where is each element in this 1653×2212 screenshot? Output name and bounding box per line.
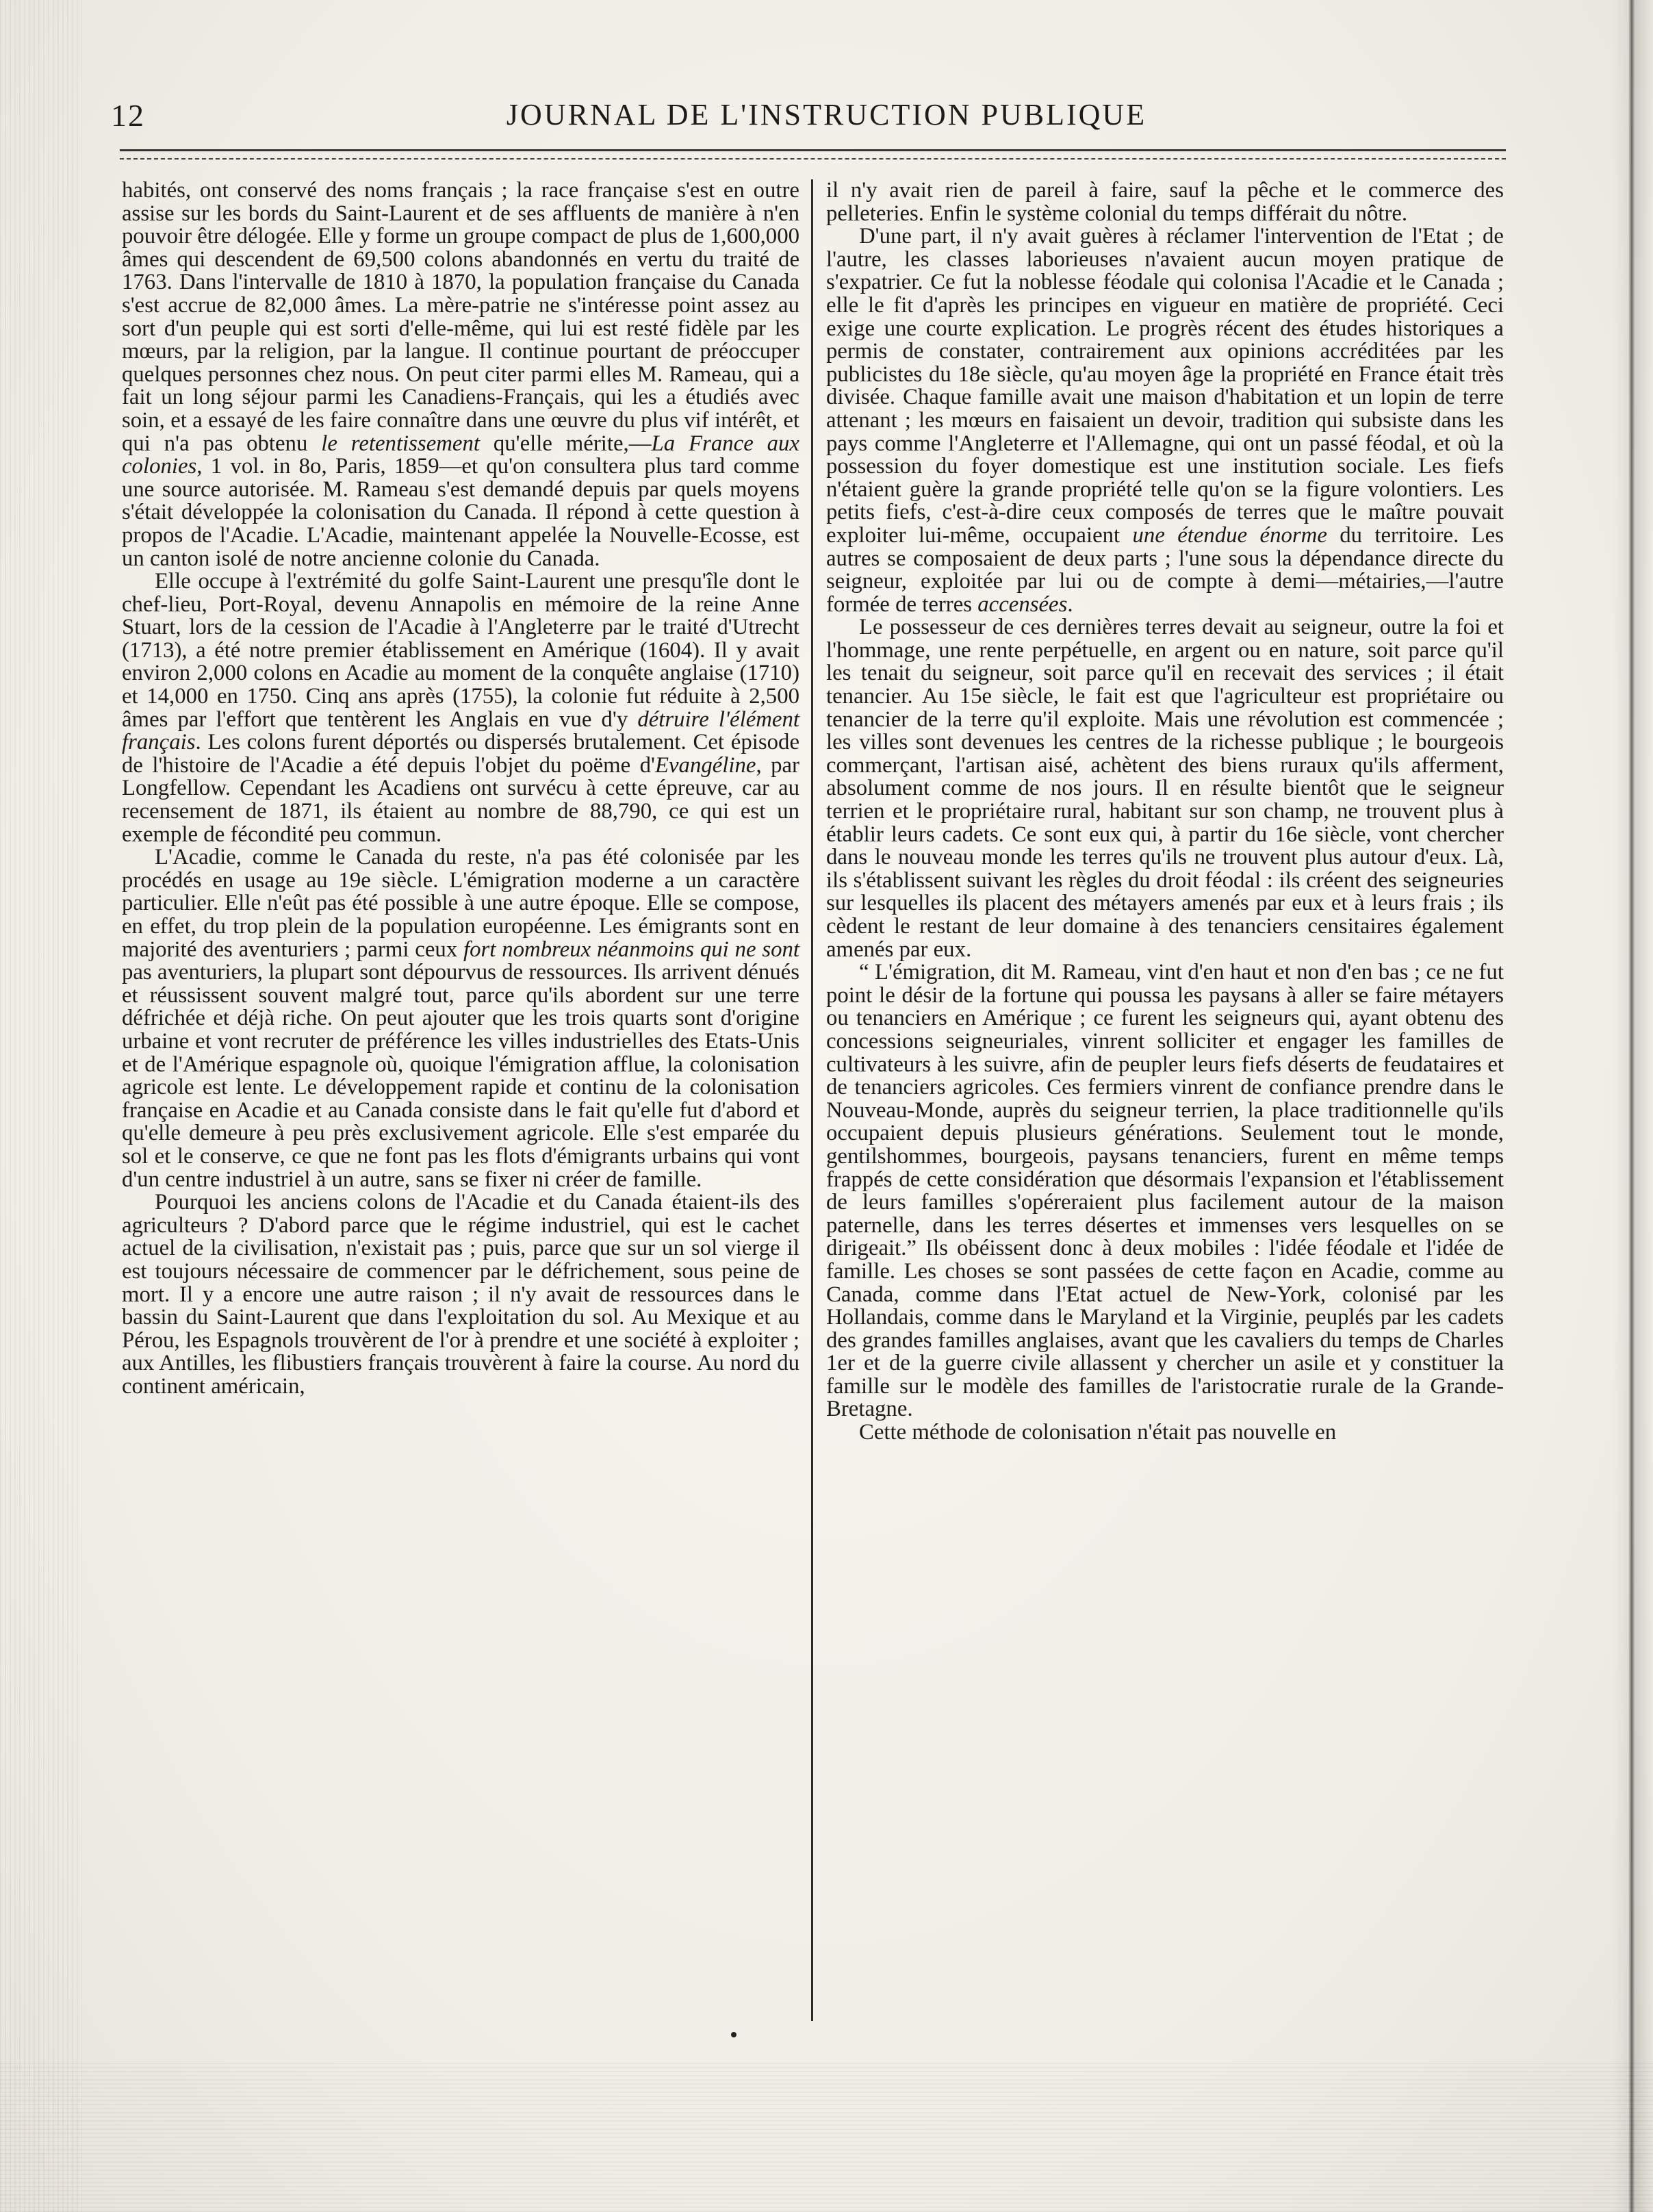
right-column (826, 179, 1504, 1445)
column-divider (811, 179, 813, 2021)
ink-dot (731, 2032, 736, 2037)
header-rule (120, 149, 1506, 160)
paragraph: D'une part, il n'y avait guères à réclamer l'intervention de l'Etat ; de l'autre, les classes laborieuses n'avaient aucun moyen pratique de s'expatrier. Ce fut la noblesse féodale qui colonisa l'Acadie et le Canada ; elle le fit d'après les principes en vigueur en matière de propriété. Ceci exige une courte explication. Le progrès récent des études historiques a permis de constater, contrairement aux opinions accréditées par les publicistes du 18e siècle, qu'au moyen âge la propriété en France était très divisée. Chaque famille avait une maison d'habitation et un lopin de terre attenant ; les mœurs en faisaient un devoir, tradition qui subsiste dans les pays comme l'Angleterre et l'Allemagne, qui ont un passé féodal, et où la possession du foyer domestique est une institution sociale. Les fiefs n'étaient guère la grande propriété telle qu'on se la figure volontiers. Les petits fiefs, c'est-à-dire ceux composés de terres que le maître pouvait exploiter lui-même, occupaient une étendue énorme du territoire. Les autres se composaient de deux parts ; l'une sous la dépendance directe du seigneur, exploitée par lui ou de compte à demi—métairies,—l'autre formée de terres accensées. (826, 224, 1504, 617)
scan-noise-left (0, 0, 82, 2212)
scan-edge-right (1612, 0, 1653, 2212)
paragraph: Cette méthode de colonisation n'était pas nouvelle en (859, 1420, 1337, 1445)
paragraph: L'Acadie, comme le Canada du reste, n'a pas été colonisée par les procédés en usage au 19e siècle. L'émigration moderne a un caractère particulier. Elle n'eût pas été possible à une autre époque. Elle se compose, en effet, du trop plein de la population européenne. Les émigrants sont en majorité des aventuriers ; parmi ceux fort nombreux néanmoins qui ne sont pas aventuriers, la plupart sont dépourvus de ressources. Ils arrivent dénués et réussissent souvent malgré tout, parce qu'ils abordent sur une terre défrichée et déjà riche. On peut ajouter que les trois quarts sont d'origine urbaine et vont recruter de préférence les villes industrielles des Etats-Unis et de l'Amérique espagnole où, quoique l'émigration afflue, la colonisation agricole est lente. Le développement rapide et continu de la colonisation française en Acadie et au Canada consiste dans le fait qu'elle fut d'abord et qu'elle demeure à peu près exclusivement agricole. Elle s'est emparée du sol et le conserve, ce que ne font pas les flots d'émigrants urbains qui vont d'un centre industriel à un autre, sans se fixer ni créer de famille. (122, 845, 800, 1192)
left-column (122, 179, 799, 1398)
paragraph: il n'y avait rien de pareil à faire, sauf la pêche et le commerce des pelleteries. Enfin le système colonial du temps différait du nôtre. (826, 178, 1504, 226)
paragraph: Le possesseur de ces dernières terres devait au seigneur, outre la foi et l'hommage, une rente perpétuelle, en argent ou en nature, soit parce qu'il les tenait du seigneur, soit parce qu'il en recevait des services ; il était tenancier. Au 15e siècle, le fait est que l'agriculteur est propriétaire ou tenancier de la terre qu'il exploite. Mais une révolution est commencée ; les villes sont devenues les centres de la richesse publique ; le bourgeois commerçant, l'artisan aisé, achètent des biens ruraux qu'ils afferment, absolument comme de nos jours. Il en résulte bientôt que le seigneur terrien et le propriétaire rural, habitant sur son champ, ne trouvent plus à établir leurs cadets. Ce sont eux qui, à partir du 16e siècle, vont chercher dans le nouveau monde les terres qu'ils ne trouvent plus autour d'eux. Là, ils s'établissent suivant les règles du droit féodal : ils créent des seigneuries sur lesquelles ils placent des métayers amenés par eux et à leurs frais ; ils cèdent le restant de leur domaine à des tenanciers censitaires également amenés par eux. (826, 615, 1504, 962)
running-title: JOURNAL DE L'INSTRUCTION PUBLIQUE (506, 98, 1147, 131)
paragraph: Pourquoi les anciens colons de l'Acadie et du Canada étaient-ils des agriculteurs ? D'abord parce que le régime industriel, qui est le cachet actuel de la civilisation, n'existait pas ; puis, parce que sur un sol vierge il est toujours nécessaire de commencer par le défrichement, sous peine de mort. Il y a encore une autre raison ; il n'y avait de ressources dans le bassin du Saint-Laurent que dans l'exploitation du sol. Au Mexique et au Pérou, les Espagnols trouvèrent de l'or à prendre et une société à exploiter ; aux Antilles, les flibustiers français trouvèrent à faire la course. Au nord du continent américain, (122, 1190, 799, 1399)
paragraph: “ L'émigration, dit M. Rameau, vint d'en haut et non d'en bas ; ce ne fut point le désir de la fortune qui poussa les paysans à aller se faire métayers ou tenanciers en Amérique ; ce furent les seigneurs qui, ayant obtenu des concessions seigneuriales, vinrent solliciter et engager les familles de cultivateurs à les suivre, afin de peupler leurs fiefs déserts de feudataires et de tenanciers agricoles. Ces fermiers vinrent de confiance prendre dans le Nouveau-Monde, auprès du seigneur terrien, la place traditionnelle qu'ils occupaient depuis plusieurs générations. Seulement tout le monde, gentilshommes, bourgeois, paysans tenanciers, furent en même temps frappés de cette considération que désormais l'expansion et l'établissement de leurs familles s'opéreraient plus facilement autour de la maison paternelle, dans les terres désertes et immenses vers lesquelles on se dirigeait.” Ils obéissent donc à deux mobiles : l'idée féodale et l'idée de famille. Les choses se sont passées de cette façon en Acadie, comme au Canada, comme dans l'Etat actuel de New-York, colonisé par les Hollandais, comme dans le Maryland et la Virginie, peuplés par les cadets des grandes familles anglaises, avant que les cavaliers du temps de Charles 1er et de la guerre civile allassent y chercher un asile et y constituer la famille sur le modèle des familles de l'aristocratie rurale de la Grande-Bretagne. (826, 960, 1504, 1422)
page-number: 12 (111, 98, 145, 133)
paragraph: Elle occupe à l'extrémité du golfe Saint-Laurent une presqu'île dont le chef-lieu, Port-Royal, devenu Annapolis en mémoire de la reine Anne Stuart, lors de la cession de l'Acadie à l'Angleterre par le traité d'Utrecht (1713), a été notre premier établissement en Amérique (1604). Il y avait environ 2,000 colons en Acadie au moment de la conquête anglaise (1710) et 14,000 en 1750. Cinq ans après (1755), la colonie fut réduite à 2,500 âmes par l'effort que tentèrent les Anglais en vue d'y détruire l'élément français. Les colons furent déportés ou dispersés brutalement. Cet épisode de l'histoire de l'Acadie a été depuis l'objet du poëme d'Evangéline, par Longfellow. Cependant les Acadiens ont survécu à cette épreuve, car au recensement de 1871, ils étaient au nombre de 88,790, ce qui est un exemple de fécondité peu commun. (122, 569, 799, 847)
paragraph: habités, ont conservé des noms français ; la race française s'est en outre assise sur les bords du Saint-Laurent et de ses affluents de manière à n'en pouvoir être délogée. Elle y forme un groupe compact de plus de 1,600,000 âmes qui descendent de 69,500 colons abandonnés en vertu du traité de 1763. Dans l'intervalle de 1810 à 1870, la population française du Canada s'est accrue de 82,000 âmes. La mère-patrie ne s'intéresse point assez au sort d'un peuple qui est sorti d'elle-même, qui lui est resté fidèle par les mœurs, par la religion, par la langue. Il continue pourtant de préoccuper quelques personnes chez nous. On peut citer parmi elles M. Rameau, qui a fait un long séjour parmi les Canadiens-Français, qui les a étudiés avec soin, et a essayé de les faire connaître dans une œuvre du plus vif intérêt, et qui n'a pas obtenu le retentissement qu'elle mérite,—La France aux colonies, 1 vol. in 8o, Paris, 1859—et qu'on consultera plus tard comme une source autorisée. M. Rameau s'est demandé depuis par quels moyens s'était développée la colonisation du Canada. Il répond à cette question à propos de l'Acadie. L'Acadie, maintenant appelée la Nouvelle-Ecosse, est un canton isolé de notre ancienne colonie du Canada. (122, 178, 799, 571)
scan-noise-bottom (0, 2061, 1653, 2212)
